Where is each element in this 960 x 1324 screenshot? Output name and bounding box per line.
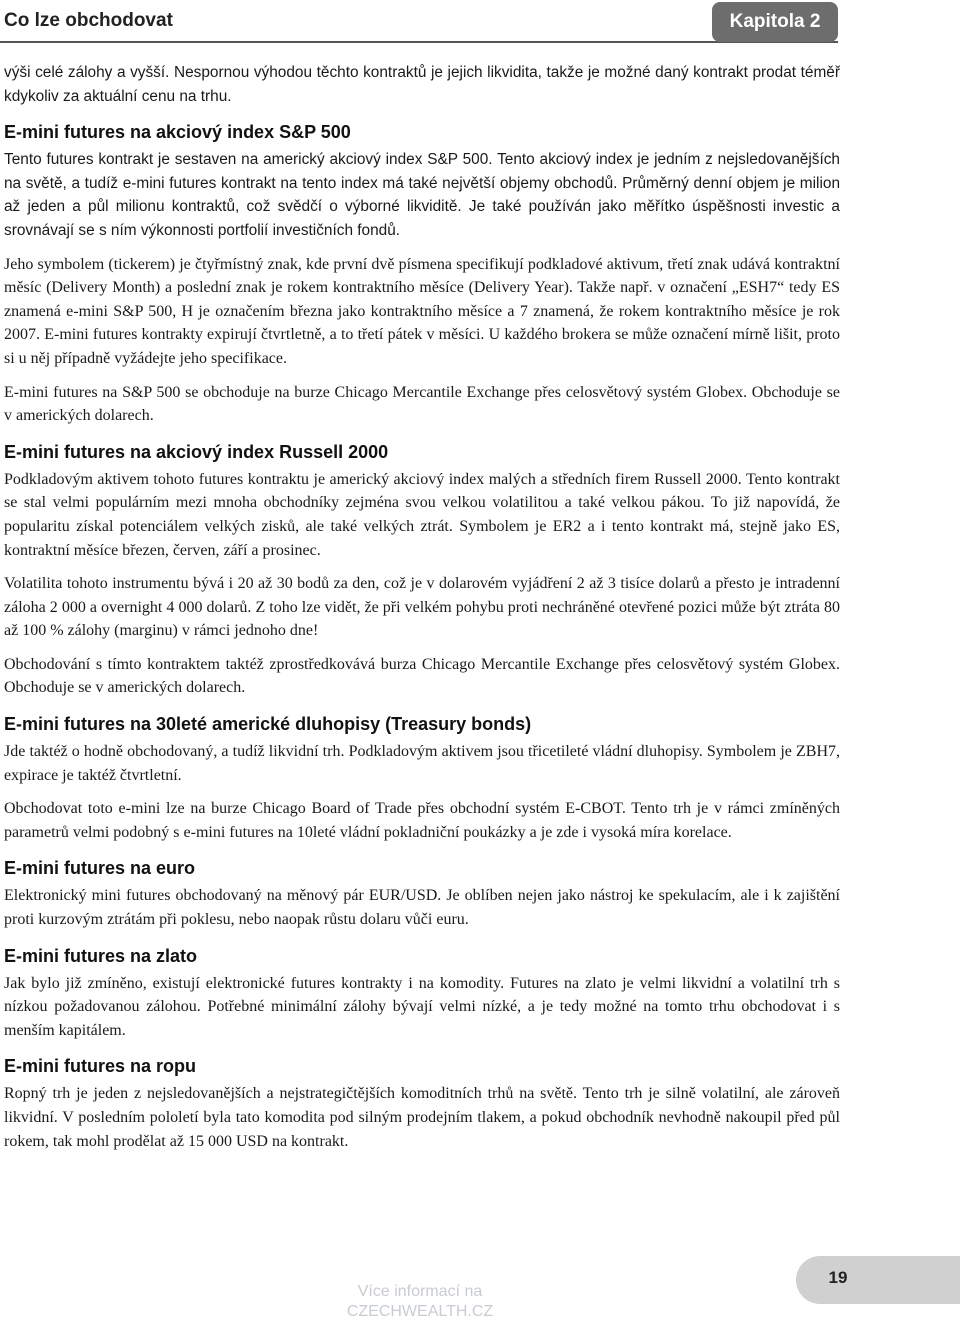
running-title: Co lze obchodovat xyxy=(4,10,173,31)
paragraph-russell-3: Obchodování s tímto kontraktem taktéž zprostředkovává burza Chicago Mercantile Exchange přes celosvětový systém Globex. Obchoduje se v amerických dolarech. xyxy=(4,655,840,697)
paragraph-intro: výši celé zálohy a vyšší. Nespornou výhodou těchto kontraktů je jejich likvidita, takže je možné daný kontrakt prodat téměř kdykoliv za aktuální cenu na trhu. xyxy=(4,64,840,105)
heading-euro: E-mini futures na euro xyxy=(4,858,196,879)
paragraph-sp500-3: E-mini futures na S&P 500 se obchoduje na burze Chicago Mercantile Exchange přes celosvětový systém Globex. Obchoduje se v amerických dolarech. xyxy=(4,383,840,425)
page-content xyxy=(4,61,840,1163)
header-divider xyxy=(0,41,838,43)
paragraph-euro: Elektronický mini futures obchodovaný na měnový pár EUR/USD. Je oblíben nejen jako nástroj ke spekulacím, ale i k zajištění proti kurzovým ztrátám při poklesu, nebo naopak růstu dolaru vůči euru. xyxy=(4,887,840,929)
footer-website-link[interactable] xyxy=(310,1282,530,1322)
paragraph-sp500-1: Tento futures kontrakt je sestaven na americký akciový index S&P 500. Tento akciový index je jedním z nejsledovanějších na světě, a tudíž e-mini futures kontrakt na tento index má také největší objemy obchodů. Průměrný denní objem je milion až jeden a půl milionu kontraktů, což svědčí o výborné likviditě. Je také používán jako měřítko úspěšnosti investic a srovnávají se s ním výkonnosti portfolií investičních fondů. xyxy=(4,151,840,239)
page-number: 19 xyxy=(828,1268,848,1287)
paragraph-sp500-2: Jeho symbolem (tickerem) je čtyřmístný znak, kde první dvě písmena specifikují podkladové aktivum, třetí znak udává kontraktní měsíc (Delivery Month) a poslední znak je rokem kontraktního měsíce (Delivery Year). Takže např. v označení „ESH7“ tedy ES znamená e-mini S&P 500, H je označením března jako kontraktního měsíce a 7 znamená, že rokem kontraktního měsíce je rok 2007. E-mini futures kontrakty expirují čtvrtletně, a to třetí pátek v měsíci. U každého brokera se může označení mírně lišit, proto si u něj případně vyžádejte jeho specifikace. xyxy=(4,255,840,367)
heading-oil: E-mini futures na ropu xyxy=(4,1056,197,1077)
paragraph-bonds-1: Jde taktéž o hodně obchodovaný, a tudíž likvidní trh. Podkladovým aktivem jsou třicetileté vládní dluhopisy. Symbolem je ZBH7, expirace je taktéž čtvrtletní. xyxy=(4,743,840,784)
page-header xyxy=(0,0,960,46)
paragraph-russell-2: Volatilita tohoto instrumentu bývá i 20 až 30 bodů za den, což je v dolarovém vyjádření 2 až 3 tisíce dolarů a přesto je intradenní záloha 2 000 a overnight 4 000 dolarů. Z toho lze vidět, že při velkém pohybu proti nechráněné otevřené pozici může být ztráta 80 až 100 % zálohy (marginu) v rámci jednoho dne! xyxy=(4,575,840,640)
chapter-tab: Kapitola 2 xyxy=(712,2,838,42)
heading-gold: E-mini futures na zlato xyxy=(4,945,198,966)
heading-sp500: E-mini futures na akciový index S&P 500 xyxy=(4,122,351,143)
paragraph-russell-1: Podkladovým aktivem tohoto futures kontraktu je americký akciový index malých a středních firem Russell 2000. Tento kontrakt se stal velmi populárním mezi mnoha obchodníky zejména svou velkou volatilitou a také velkou pákou. To již napovídá, že popularitu získal potenciálem velkých zisků, ale také velkých ztrát. Symbolem je ER2 a i tento kontrakt má, stejně jako ES, kontraktní měsíce březen, červen, září a prosinec. xyxy=(4,470,840,559)
footer-link-line1: Více informací na xyxy=(357,1283,483,1300)
paragraph-gold: Jak bylo již zmíněno, existují elektronické futures kontrakty i na komodity. Futures na zlato je velmi likvidní a volatilní trh s nízkou požadovanou zálohou. Potřebné minimální zálohy bývají velmi nízké, a je tedy možné na tomto trhu obchodovat i s menším kapitálem. xyxy=(4,974,840,1039)
heading-bonds: E-mini futures na 30leté americké dluhopisy (Treasury bonds) xyxy=(4,714,532,735)
heading-russell: E-mini futures na akciový index Russell 2000 xyxy=(4,441,389,462)
paragraph-bonds-2: Obchodovat toto e-mini lze na burze Chicago Board of Trade přes obchodní systém E-CBOT. Tento trh je v rámci zmíněných parametrů velmi podobný s e-mini futures na 10leté vládní pokladniční poukázky a je zde i vysoká míra korelace. xyxy=(4,800,840,841)
paragraph-oil: Ropný trh je jeden z nejsledovanějších a nejstrategičtějších komoditních trhů na světě. Tento trh je silně volatilní, ale zároveň likvidní. V posledním pololetí byla tato komodita pod silným prodejním tlakem, a pokud obchodník nevhodně nakoupil před půl rokem, tak mohl prodělat až 15 000 USD na kontrakt. xyxy=(4,1085,840,1150)
footer-link-line2: CZECHWEALTH.CZ xyxy=(346,1303,494,1320)
